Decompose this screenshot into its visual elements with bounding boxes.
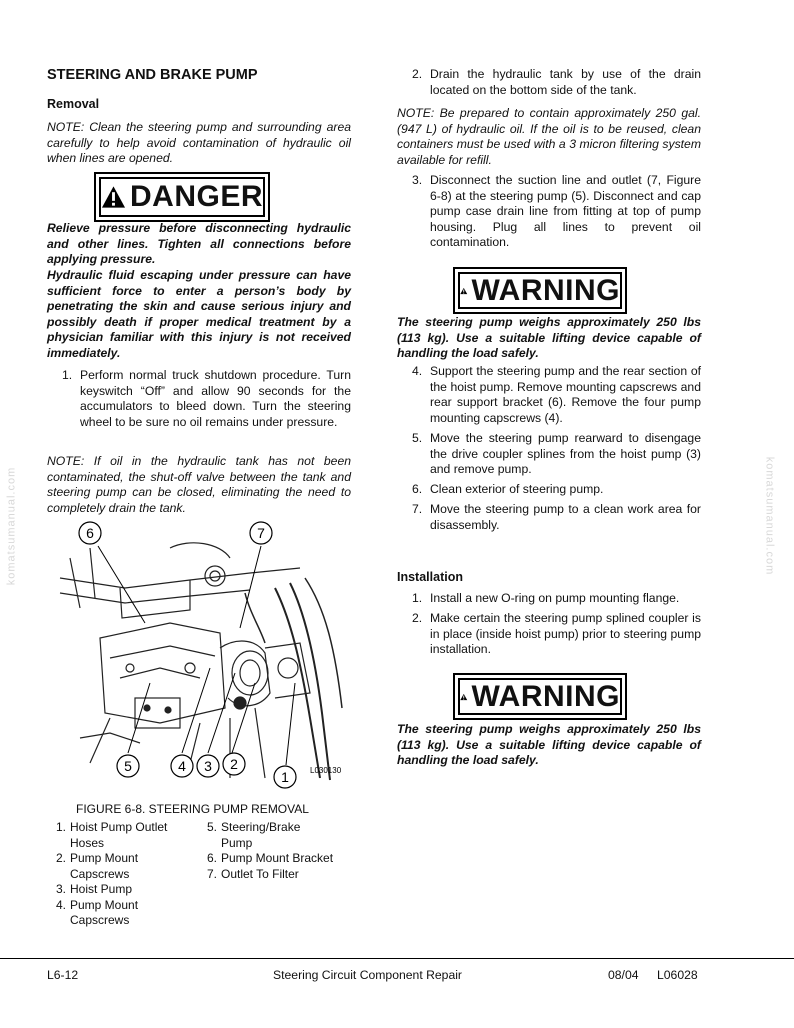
step-1-number: 1. — [62, 368, 73, 382]
step-2: 2. Drain the hydraulic tank by use of the drain located on the bottom side of the tank. — [412, 67, 701, 97]
note-clean-pump: NOTE: Clean the steering pump and surrounding area carefully to help avoid contamination of hydraulic oil when lines are opened. — [47, 120, 351, 165]
warning-sign-2 — [453, 673, 627, 720]
installation-heading: Installation — [397, 570, 463, 584]
step-1 — [62, 368, 351, 430]
watermark-right: komatsumanual.com — [763, 456, 776, 576]
watermark-left: komatsumanual.com — [5, 466, 18, 586]
step-5: 5. Move the steering pump rearward to disengage the drive coupler splines from the hoist pump (3) and remove pump. — [412, 431, 701, 476]
legend-column-2 — [207, 820, 357, 882]
warning-text-1: The steering pump weighs approximately 250 lbs (113 kg). Use a suitable lifting device capable of handling the load safely. — [397, 315, 701, 360]
danger-text-relieve: Relieve pressure before disconnecting hydraulic and other lines. Tighten all connections before applying pressure. — [47, 221, 351, 266]
footer-rule — [0, 958, 794, 959]
legend-item: 4. Pump Mount Capscrews — [56, 897, 139, 927]
note-oil-volume: NOTE: Be prepared to contain approximately 250 gal. (947 L) of hydraulic oil. If the oil is to be reused, clean containers must be used with a 3 micron filtering system available for refill. — [397, 106, 701, 167]
step-4: 4. Support the steering pump and the rear section of the hoist pump. Remove mounting capscrews and rear support bracket (6). Remove the four pump mounting capscrews (4). — [412, 364, 701, 425]
figure-code: L030130 — [310, 766, 342, 775]
removal-heading: Removal — [47, 97, 100, 111]
footer-doc-code: L06028 — [657, 968, 698, 982]
callout-3: 3 — [204, 758, 212, 774]
figure-caption: FIGURE 6-8. STEERING PUMP REMOVAL — [76, 802, 309, 816]
callout-6: 6 — [86, 525, 94, 541]
step-3: 3. Disconnect the suction line and outlet (7, Figure 6-8) at the steering pump (5). Disconnect and cap pump case drain line from fitting at top of pump housing. Plug all lines to prevent oil contamination. — [412, 173, 701, 249]
install-step-1: 1. Install a new O-ring on pump mounting flange. — [412, 591, 680, 605]
legend-item: 6. Pump Mount Bracket — [207, 851, 334, 865]
danger-label: DANGER — [129, 180, 263, 213]
step-1-text: Perform normal truck shutdown procedure. Turn keyswitch “Off” and allow 90 seconds for the accumulators to bleed down. Turn the steering wheel to be sure no oil remains under pressure. — [80, 368, 351, 429]
legend-item: 5. Steering/Brake Pump — [207, 820, 301, 850]
legend-item: 7. Outlet To Filter — [207, 866, 299, 881]
alert-triangle-icon — [460, 685, 468, 709]
callout-4: 4 — [178, 758, 186, 774]
callout-5: 5 — [124, 758, 132, 774]
danger-sign — [94, 172, 270, 222]
warning-label-2: WARNING — [471, 679, 620, 713]
danger-text-hydraulic: Hydraulic fluid escaping under pressure can have sufficient force to enter a person’s body by penetrating the skin and cause serious injury and possibly death if proper medical treatment by a physician familiar with this injury is not received immediately. — [47, 268, 351, 360]
callout-2: 2 — [230, 756, 238, 772]
warning-text-2: The steering pump weighs approximately 250 lbs (113 kg). Use a suitable lifting device capable of handling the load safely. — [397, 722, 701, 767]
legend-item: 3. Hoist Pump — [56, 882, 133, 896]
footer-date: 08/04 — [608, 968, 639, 982]
alert-triangle-icon — [101, 185, 126, 209]
footer-page-number: L6-12 — [47, 968, 79, 982]
install-step-2: 2. Make certain the steering pump splined coupler is in place (inside hoist pump) prior to steering pump installation. — [412, 611, 701, 656]
warning-label-1: WARNING — [471, 273, 620, 307]
legend-column-1 — [56, 820, 196, 929]
legend-item: 2. Pump Mount Capscrews — [56, 851, 139, 881]
warning-sign-1 — [453, 267, 627, 314]
callout-7: 7 — [257, 525, 265, 541]
steering-pump-figure — [50, 518, 355, 798]
legend-item: 1. Hoist Pump Outlet Hoses — [56, 820, 168, 850]
section-title: STEERING AND BRAKE PUMP — [47, 67, 258, 83]
step-6: 6. Clean exterior of steering pump. — [412, 482, 604, 496]
step-7: 7. Move the steering pump to a clean work area for disassembly. — [412, 502, 701, 532]
note-shutoff-valve: NOTE: If oil in the hydraulic tank has not been contaminated, the shut-off valve between the tank and steering pump can be closed, eliminating the need to completely drain the tank. — [47, 454, 351, 515]
alert-triangle-icon — [460, 279, 468, 303]
callout-1: 1 — [281, 769, 289, 785]
footer-section-title: Steering Circuit Component Repair — [273, 968, 462, 982]
